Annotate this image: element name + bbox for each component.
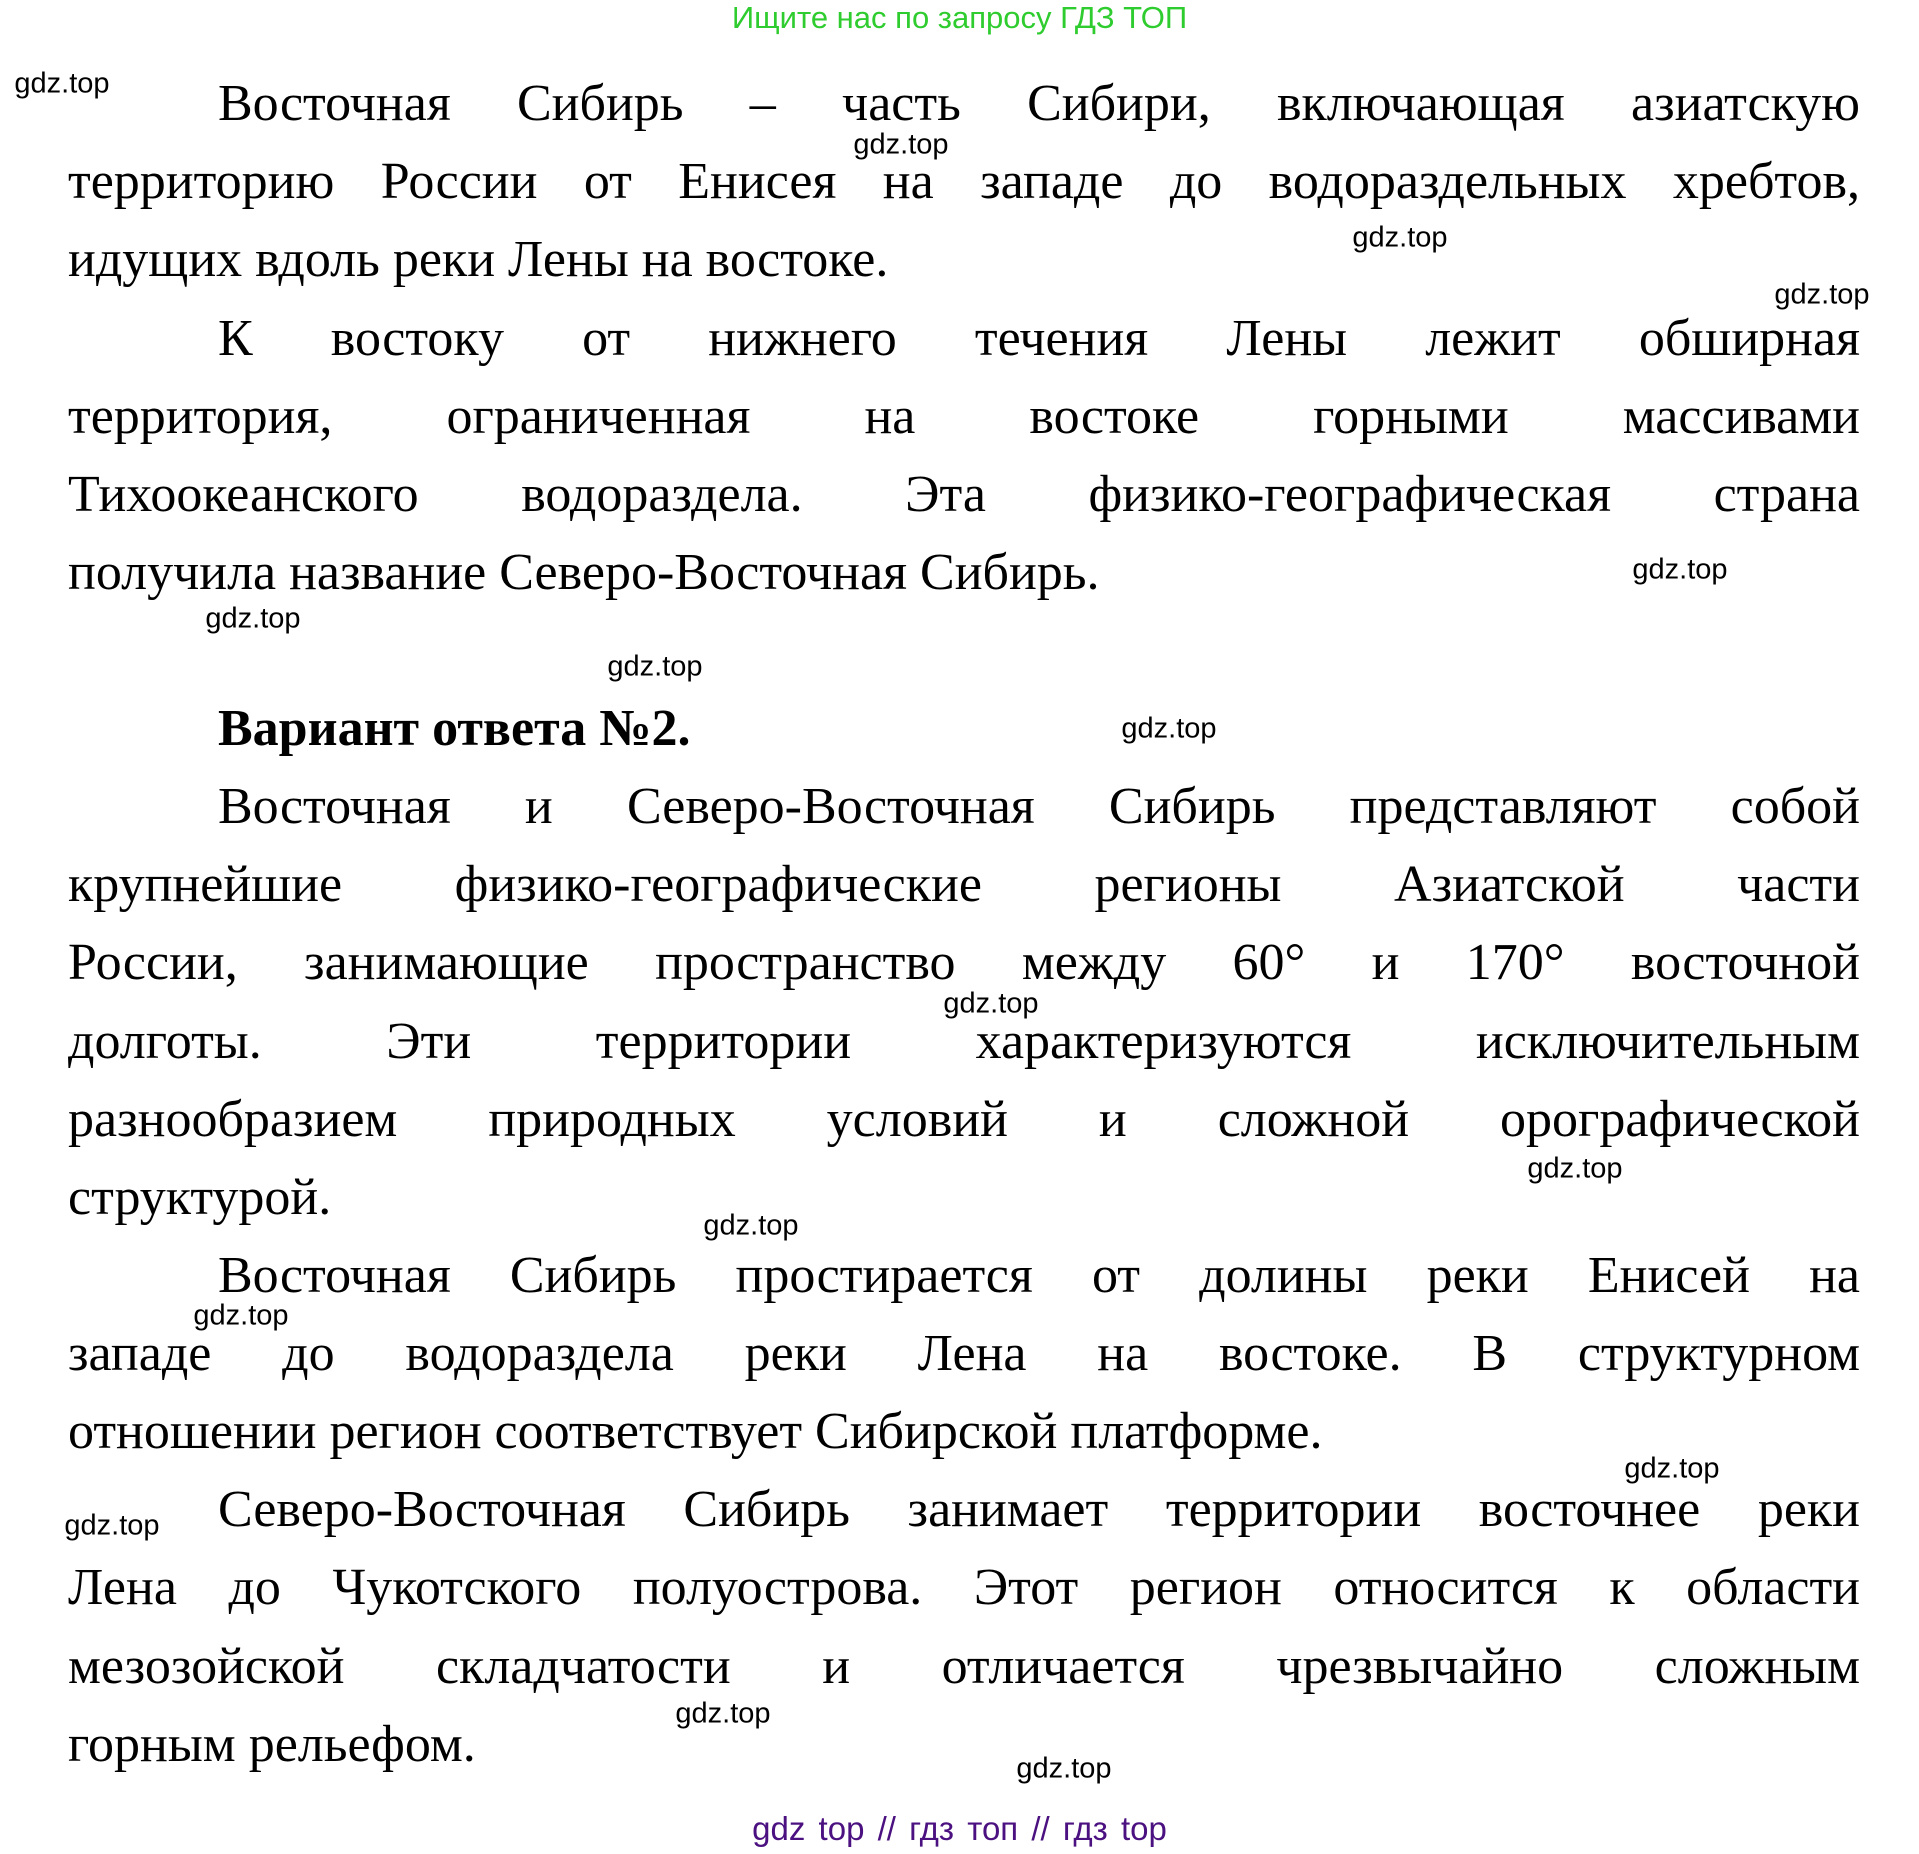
footer-watermark: gdz top // гдз топ // гдз top xyxy=(752,1810,1167,1847)
watermark-text: gdz.top xyxy=(675,1697,771,1730)
watermark-text: gdz.top xyxy=(943,987,1039,1020)
watermark-text: gdz.top xyxy=(1352,221,1448,254)
paragraph-line: Северо-Восточная Сибирь занимает территории восточнее реки xyxy=(218,1481,1860,1538)
watermark-text: gdz.top xyxy=(703,1209,799,1242)
paragraph-line: идущих вдоль реки Лены на востоке. xyxy=(68,231,889,288)
paragraph-line: территория, ограниченная на востоке горными массивами xyxy=(68,388,1860,445)
paragraph-line: К востоку от нижнего течения Лены лежит обширная xyxy=(218,310,1860,367)
watermark-text: gdz.top xyxy=(14,67,110,100)
watermark-text: gdz.top xyxy=(1527,1152,1623,1185)
paragraph-line: Восточная Сибирь простирается от долины реки Енисей на xyxy=(218,1247,1860,1304)
paragraph-line: западе до водораздела реки Лена на востоке. В структурном xyxy=(68,1325,1860,1382)
paragraph-line: Восточная Сибирь – часть Сибири, включающая азиатскую xyxy=(218,75,1860,132)
watermark-text: gdz.top xyxy=(193,1299,289,1332)
paragraph-line: территорию России от Енисея на западе до водораздельных хребтов, xyxy=(68,153,1860,210)
answer-heading: Вариант ответа №2. xyxy=(218,700,691,757)
paragraph-line: Восточная и Северо-Восточная Сибирь представляют собой xyxy=(218,778,1860,835)
search-banner: Ищите нас по запросу ГДЗ ТОП xyxy=(731,0,1188,35)
paragraph-line: крупнейшие физико-географические регионы Азиатской части xyxy=(68,856,1860,913)
watermark-text: gdz.top xyxy=(205,602,301,635)
watermark-text: gdz.top xyxy=(1632,553,1728,586)
paragraph-line: Тихоокеанского водораздела. Эта физико-географическая страна xyxy=(68,466,1860,523)
watermark-text: gdz.top xyxy=(1624,1452,1720,1485)
paragraph-line: структурой. xyxy=(68,1169,332,1226)
watermark-text: gdz.top xyxy=(1121,712,1217,745)
paragraph-line: мезозойской складчатости и отличается чрезвычайно сложным xyxy=(68,1638,1860,1695)
watermark-text: gdz.top xyxy=(853,128,949,161)
paragraph-line: разнообразием природных условий и сложной орографической xyxy=(68,1091,1860,1148)
watermark-text: gdz.top xyxy=(607,650,703,683)
watermark-text: gdz.top xyxy=(1016,1752,1112,1785)
paragraph-line: долготы. Эти территории характеризуются исключительным xyxy=(68,1013,1860,1070)
paragraph-line: отношении регион соответствует Сибирской платформе. xyxy=(68,1403,1323,1460)
paragraph-line: горным рельефом. xyxy=(68,1716,476,1773)
watermark-text: gdz.top xyxy=(1774,278,1870,311)
paragraph-line: получила название Северо-Восточная Сибирь. xyxy=(68,544,1100,601)
paragraph-line: России, занимающие пространство между 60° и 170° восточной xyxy=(68,934,1860,991)
paragraph-line: Лена до Чукотского полуострова. Этот регион относится к области xyxy=(68,1559,1860,1616)
watermark-text: gdz.top xyxy=(64,1509,160,1542)
